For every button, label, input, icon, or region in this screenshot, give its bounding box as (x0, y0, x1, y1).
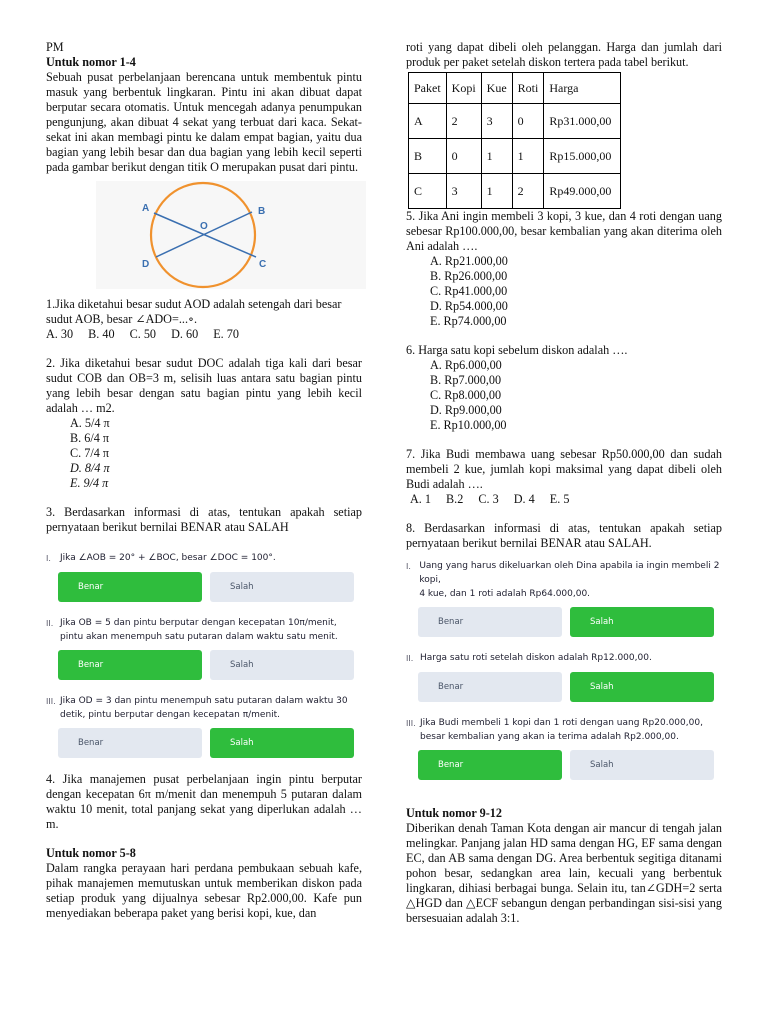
section-title-9-12: Untuk nomor 9-12 (406, 806, 502, 820)
q5-option-c[interactable]: C. Rp41.000,00 (430, 284, 508, 298)
q8-s1-benar-button[interactable]: Benar (418, 607, 562, 637)
q2-option-b[interactable]: B. 6/4 π (70, 431, 109, 445)
table-header-roti: Roti (512, 73, 544, 104)
intro-paragraph-park: Diberikan denah Taman Kota dengan air mancur di tengah jalan melingkar. Panjang jalan HD sama dengan HG, EF sama dengan EC, dan AB sama dengan DG. Area berbentuk segitiga ditanami pohon besar, sedangkan area lain, kecuali yang berbentuk lingkaran, dihiasi berbagai bunga. Selain itu, tan∠GDH=2 serta △HGD dan △ECF sebangun dengan perbandingan sisi-sisi yang bersesuaian adalah 3:1. (406, 821, 722, 925)
table-cell: 0 (512, 104, 544, 139)
table-row (409, 174, 621, 209)
label-d: D (142, 259, 150, 270)
q8-statement-1-buttons (418, 607, 714, 637)
q3-statement-2-line1: Jika OB = 5 dan pintu berputar dengan kecepatan 10π/menit, (60, 618, 337, 628)
question-2: 2. Jika diketahui besar sudut DOC adalah tiga kali dari besar sudut COB dan OB=3 m, selisih luas antara satu bagian pintu yang lebih besar dengan satu bagian pintu yang lebih kecil adalah … m2. (46, 356, 362, 415)
table-row (409, 139, 621, 174)
q1-option-e[interactable]: E. 70 (213, 327, 239, 341)
q2-option-c[interactable]: C. 7/4 π (70, 446, 109, 460)
q1-option-c[interactable]: C. 50 (129, 327, 157, 341)
q1-option-b[interactable]: B. 40 (88, 327, 115, 341)
q2-options (46, 416, 362, 491)
q3-statement-3-line2: detik, pintu berputar dengan kecepatan π/menit. (60, 710, 281, 720)
q2-option-d[interactable]: D. 8/4 π (70, 461, 110, 475)
q7-option-d[interactable]: D. 4 (513, 492, 535, 506)
right-column (406, 40, 722, 926)
table-cell: A (409, 104, 447, 139)
label-a: A (142, 203, 150, 214)
q3-statement-3-line1: Jika OD = 3 dan pintu menempuh satu putaran dalam waktu 30 (60, 696, 348, 706)
q5-option-a[interactable]: A. Rp21.000,00 (430, 254, 508, 268)
q3-s3-salah-button[interactable]: Salah (210, 728, 354, 758)
q8-statement-2-buttons (418, 672, 714, 702)
q8-statement-3 (406, 716, 722, 744)
q3-statement-3-number: III. (46, 697, 56, 706)
table-header-kue: Kue (481, 73, 512, 104)
q6-option-c[interactable]: C. Rp8.000,00 (430, 388, 502, 402)
table-cell: 2 (512, 174, 544, 209)
q3-statement-1 (46, 551, 362, 566)
table-header-row (409, 73, 621, 104)
q8-s2-benar-button[interactable]: Benar (418, 672, 562, 702)
q8-s1-salah-button[interactable]: Salah (570, 607, 714, 637)
q3-s2-benar-button[interactable]: Benar (58, 650, 202, 680)
table-header-harga: Harga (544, 73, 621, 104)
q6-options (406, 358, 722, 433)
q8-statement-3-line1: Jika Budi membeli 1 kopi dan 1 roti dengan uang Rp20.000,00, (420, 718, 703, 728)
page-header: PM (46, 40, 64, 54)
q3-s1-benar-button[interactable]: Benar (58, 572, 202, 602)
table-header-paket: Paket (409, 73, 447, 104)
q1-option-a[interactable]: A. 30 (46, 327, 74, 341)
q2-option-e[interactable]: E. 9/4 π (70, 476, 109, 490)
q3-statement-3 (46, 694, 362, 722)
q8-statement-3-line2: besar kembalian yang akan ia terima adalah Rp2.000,00. (420, 732, 679, 742)
q3-statement-2-line2: pintu akan menempuh satu putaran dalam waktu satu menit. (60, 632, 338, 642)
table-cell: 1 (481, 139, 512, 174)
intro-paragraph-door: Sebuah pusat perbelanjaan berencana untuk membentuk pintu masuk yang berbentuk lingkaran. Pintu ini akan dibuat dapat berputar secara otomatis. Untuk mencegah adanya penumpukan pengunjung, akan dibuat 4 sekat yang terbuat dari kaca. Sekat-sekat ini akan membagi pintu ke dalam empat bagian, yaitu dua bagian yang lebih besar dan dua bagian yang lebih kecil seperti pada gambar berikut dengan titik O merupakan pusat dari pintu. (46, 70, 362, 174)
q8-statement-2-text: Harga satu roti setelah diskon adalah Rp12.000,00. (420, 653, 652, 663)
q3-statement-2-number: II. (46, 619, 54, 628)
table-header-kopi: Kopi (446, 73, 481, 104)
q7-option-c[interactable]: C. 3 (478, 492, 499, 506)
q7-option-a[interactable]: A. 1 (410, 492, 431, 506)
q7-options (406, 492, 722, 507)
q8-statement-1-line2: 4 kue, dan 1 roti adalah Rp64.000,00. (419, 589, 591, 599)
package-price-table (408, 72, 621, 209)
revolving-door-diagram (46, 181, 366, 289)
q5-option-e[interactable]: E. Rp74.000,00 (430, 314, 507, 328)
q8-statement-1-number: I. (406, 562, 411, 571)
q7-option-e[interactable]: E. 5 (549, 492, 570, 506)
question-7: 7. Jika Budi membawa uang sebesar Rp50.000,00 dan sudah membeli 2 kue, jumlah kopi maksimal yang dapat dibeli oleh Budi adalah …. (406, 447, 722, 491)
q3-statement-3-buttons (58, 728, 354, 758)
label-b: B (258, 206, 266, 217)
q7-option-b[interactable]: B.2 (446, 492, 464, 506)
q3-s2-salah-button[interactable]: Salah (210, 650, 354, 680)
question-4: 4. Jika manajemen pusat perbelanjaan ingin pintu berputar dengan kecepatan 6π m/menit dan menempuh 5 putaran dalam waktu 10 menit, total panjang sekat yang diperlukan adalah … m. (46, 772, 362, 831)
label-c: C (259, 259, 267, 270)
q8-statement-2-number: II. (406, 654, 414, 663)
table-cell: Rp31.000,00 (544, 104, 621, 139)
section-title-5-8: Untuk nomor 5-8 (46, 846, 136, 860)
table-cell: 3 (481, 104, 512, 139)
question-1: 1.Jika diketahui besar sudut AOD adalah setengah dari besar sudut AOB, besar ∠ADO=...∘. (46, 297, 342, 326)
q5-option-b[interactable]: B. Rp26.000,00 (430, 269, 508, 283)
q8-true-false-block (406, 559, 722, 780)
q5-option-d[interactable]: D. Rp54.000,00 (430, 299, 508, 313)
q3-statement-1-buttons (58, 572, 354, 602)
question-8: 8. Berdasarkan informasi di atas, tentukan apakah setiap pernyataan berikut bernilai BENAR atau SALAH. (406, 521, 722, 550)
question-5: 5. Jika Ani ingin membeli 3 kopi, 3 kue, dan 4 roti dengan uang sebesar Rp100.000,00, besar kembalian yang akan diterima oleh Ani adalah …. (406, 209, 722, 253)
q3-statement-2-buttons (58, 650, 354, 680)
table-cell: Rp49.000,00 (544, 174, 621, 209)
q8-s3-benar-button[interactable]: Benar (418, 750, 562, 780)
q6-option-e[interactable]: E. Rp10.000,00 (430, 418, 507, 432)
table-cell: B (409, 139, 447, 174)
q6-option-b[interactable]: B. Rp7.000,00 (430, 373, 502, 387)
q3-s1-salah-button[interactable]: Salah (210, 572, 354, 602)
q8-s2-salah-button[interactable]: Salah (570, 672, 714, 702)
table-cell: 0 (446, 139, 481, 174)
q2-option-a[interactable]: A. 5/4 π (70, 416, 110, 430)
q3-statement-2 (46, 616, 362, 644)
q6-option-a[interactable]: A. Rp6.000,00 (430, 358, 502, 372)
q3-statement-1-text: Jika ∠AOB = 20° + ∠BOC, besar ∠DOC = 100°. (60, 553, 276, 563)
table-row (409, 104, 621, 139)
q3-s3-benar-button[interactable]: Benar (58, 728, 202, 758)
question-6: 6. Harga satu kopi sebelum diskon adalah …. (406, 343, 628, 357)
intro-paragraph-cafe-continued: roti yang dapat dibeli oleh pelanggan. Harga dan jumlah dari produk per paket setelah diskon tertera pada tabel berikut. (406, 40, 722, 69)
table-cell: 2 (446, 104, 481, 139)
table-cell: 1 (481, 174, 512, 209)
section-title-1-4: Untuk nomor 1-4 (46, 55, 136, 69)
q8-statement-3-number: III. (406, 719, 416, 728)
label-o: O (200, 221, 208, 232)
q6-option-d[interactable]: D. Rp9.000,00 (430, 403, 502, 417)
q8-statement-3-buttons (418, 750, 714, 780)
table-cell: 3 (446, 174, 481, 209)
q8-statement-1-line1: Uang yang harus dikeluarkan oleh Dina apabila ia ingin membeli 2 kopi, (419, 561, 720, 585)
diagram-background (96, 181, 366, 289)
q8-statement-2 (406, 651, 722, 666)
q8-s3-salah-button[interactable]: Salah (570, 750, 714, 780)
left-column (46, 40, 362, 921)
q3-statement-1-number: I. (46, 554, 51, 563)
q3-true-false-block (46, 551, 362, 758)
intro-paragraph-cafe: Dalam rangka perayaan hari perdana pembukaan sebuah kafe, pihak manajemen memutuskan untuk memberikan diskon pada setiap produk yang dijualnya sebesar Rp2.000,00. Kafe pun menyediakan beberapa paket yang berisi kopi, kue, dan (46, 861, 362, 920)
q8-statement-1 (406, 559, 722, 601)
table-cell: C (409, 174, 447, 209)
question-3: 3. Berdasarkan informasi di atas, tentukan apakah setiap pernyataan berikut bernilai BENAR atau SALAH (46, 505, 362, 534)
table-cell: 1 (512, 139, 544, 174)
q1-options (46, 327, 362, 342)
table-cell: Rp15.000,00 (544, 139, 621, 174)
q5-options (406, 254, 722, 329)
q1-option-d[interactable]: D. 60 (171, 327, 199, 341)
